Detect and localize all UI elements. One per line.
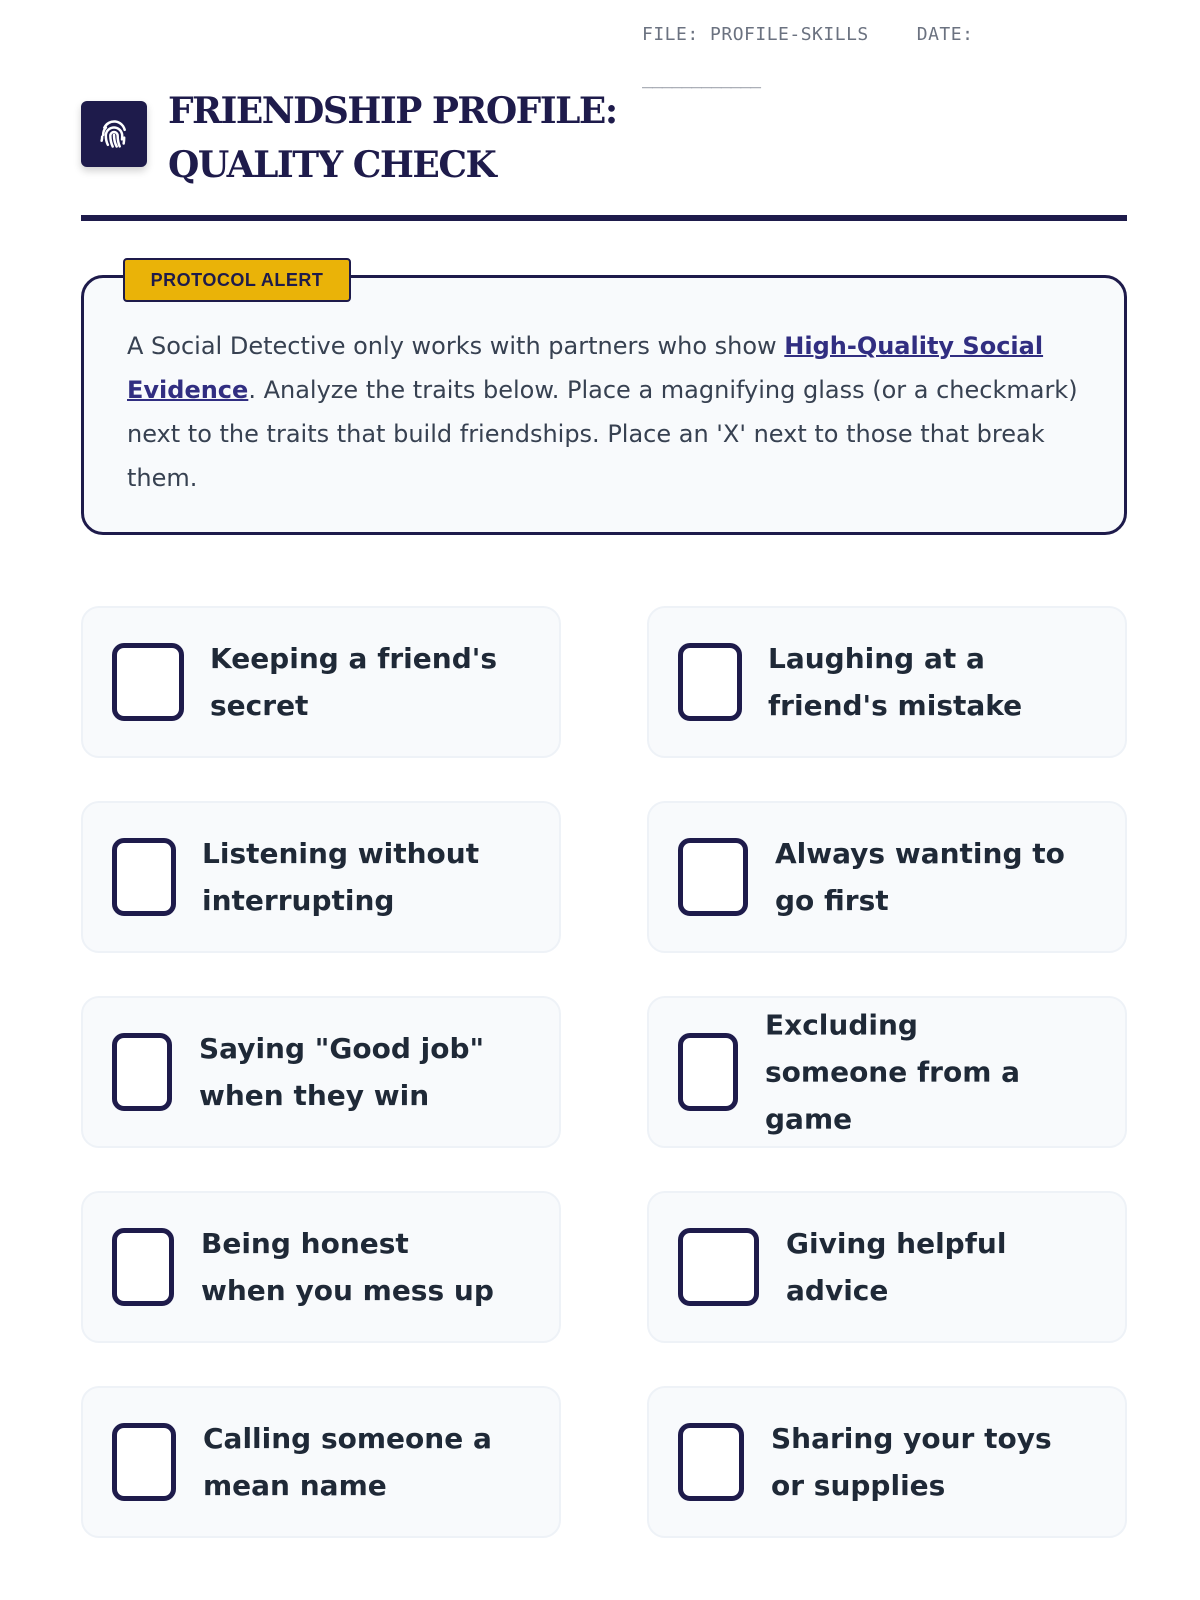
trait-label: Being honest when you mess up (201, 1227, 494, 1307)
trait-checkbox[interactable] (112, 1228, 174, 1306)
trait-card[interactable] (81, 1386, 561, 1538)
alert-instructions (127, 324, 1087, 500)
trait-card[interactable] (81, 801, 561, 953)
trait-card[interactable] (647, 1191, 1127, 1343)
trait-checkbox[interactable] (112, 1033, 172, 1111)
trait-card[interactable] (647, 1386, 1127, 1538)
header-divider (81, 215, 1127, 221)
trait-label: Saying "Good job" when they win (199, 1032, 485, 1112)
document-meta (642, 24, 973, 45)
protocol-alert-badge: PROTOCOL ALERT (123, 258, 351, 302)
trait-card[interactable] (647, 996, 1127, 1148)
trait-checkbox[interactable] (112, 1423, 176, 1501)
trait-checkbox[interactable] (112, 838, 176, 916)
trait-label: Always wanting to go first (775, 837, 1065, 917)
fingerprint-icon (94, 114, 134, 154)
logo (81, 101, 147, 167)
trait-label: Calling someone a mean name (203, 1422, 492, 1502)
trait-checkbox[interactable] (112, 643, 184, 721)
page-title: FRIENDSHIP PROFILE: QUALITY CHECK (168, 90, 617, 186)
alert-text-before: A Social Detective only works with partners who show (127, 332, 785, 360)
trait-label: Excluding someone from a game (765, 1008, 1021, 1136)
trait-card[interactable] (81, 1191, 561, 1343)
trait-checkbox[interactable] (678, 1423, 744, 1501)
protocol-alert-box (81, 275, 1127, 535)
trait-card[interactable] (81, 996, 561, 1148)
trait-checkbox[interactable] (678, 838, 748, 916)
page-header (81, 84, 1127, 220)
trait-label: Sharing your toys or supplies (771, 1422, 1052, 1502)
trait-checkbox[interactable] (678, 1228, 759, 1306)
alert-text-after: . Analyze the traits below. Place a magnifying glass (or a checkmark) next to the traits that build friendships. Place an 'X' next to those that break them. (127, 376, 1078, 492)
trait-card[interactable] (81, 606, 561, 758)
trait-checkbox[interactable] (678, 643, 742, 721)
date-blank-line: ____________ (642, 68, 761, 89)
trait-card[interactable] (647, 606, 1127, 758)
trait-label: Giving helpful advice (786, 1227, 1007, 1307)
high-quality-evidence-link[interactable]: High-Quality Social Evidence (127, 332, 1044, 404)
trait-card[interactable] (647, 801, 1127, 953)
date-label: DATE: (916, 24, 974, 45)
trait-label: Keeping a friend's secret (210, 642, 497, 722)
trait-label: Laughing at a friend's mistake (768, 642, 1023, 722)
trait-checkbox[interactable] (678, 1033, 738, 1111)
trait-label: Listening without interrupting (202, 837, 480, 917)
file-label: FILE: PROFILE-SKILLS (642, 24, 869, 45)
